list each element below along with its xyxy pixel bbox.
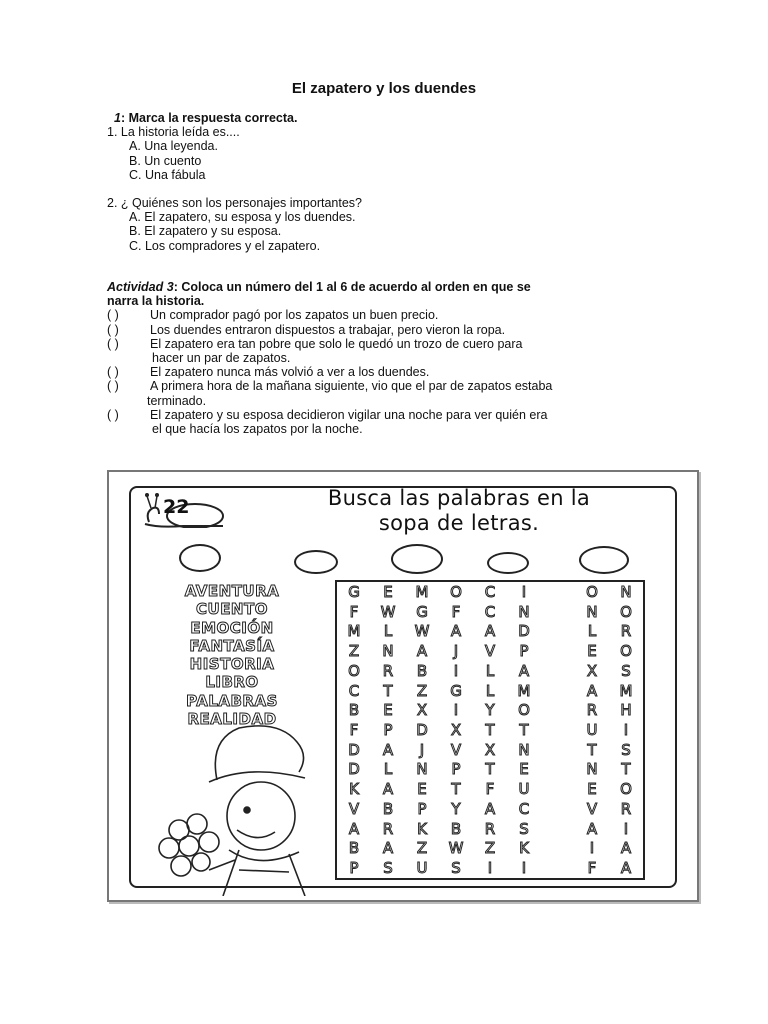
- word-list: [141, 582, 323, 728]
- grid-cell[interactable]: P: [383, 720, 393, 739]
- grid-cell[interactable]: B: [450, 819, 462, 838]
- grid-cell[interactable]: D: [348, 740, 360, 759]
- grid-cell[interactable]: C: [348, 681, 360, 700]
- grid-cell[interactable]: Z: [348, 642, 360, 661]
- answer-blank[interactable]: ( ): [107, 379, 119, 394]
- grid-cell[interactable]: [541, 740, 575, 760]
- grid-cell[interactable]: [541, 799, 575, 819]
- grid-cell[interactable]: C: [484, 582, 496, 601]
- grid-cell[interactable]: A: [484, 799, 496, 818]
- grid-cell[interactable]: B: [416, 661, 428, 680]
- section-1-number: 1: [114, 111, 121, 125]
- grid-cell[interactable]: E: [519, 760, 529, 779]
- grid-cell[interactable]: N: [586, 760, 598, 779]
- document-title: El zapatero y los duendes: [291, 80, 477, 97]
- grid-cell[interactable]: Z: [484, 839, 496, 858]
- grid-cell[interactable]: M: [619, 681, 633, 700]
- grid-cell[interactable]: P: [519, 642, 529, 661]
- grid-cell[interactable]: A: [382, 740, 394, 759]
- sequence-item: [107, 365, 552, 379]
- answer-circle[interactable]: [391, 544, 443, 574]
- answer-circle[interactable]: [487, 552, 529, 574]
- grid-cell[interactable]: M: [415, 582, 429, 601]
- sequence-item-text: El zapatero y su esposa decidieron vigilar una noche para ver quién era: [150, 407, 548, 422]
- grid-cell[interactable]: N: [620, 582, 632, 601]
- grid-cell[interactable]: S: [383, 859, 393, 878]
- answer-blank[interactable]: ( ): [107, 365, 119, 380]
- grid-cell[interactable]: R: [382, 819, 394, 838]
- grid-cell[interactable]: M: [347, 622, 361, 641]
- grid-cell[interactable]: C: [518, 799, 530, 818]
- grid-cell[interactable]: O: [518, 701, 530, 720]
- grid-cell[interactable]: H: [620, 701, 632, 720]
- section-1-instruction: : Marca la respuesta correcta.: [120, 111, 298, 125]
- grid-cell[interactable]: L: [587, 622, 597, 641]
- grid-cell[interactable]: [541, 661, 575, 681]
- grid-cell[interactable]: O: [348, 661, 360, 680]
- word-item: LIBRO: [205, 673, 259, 692]
- grid-cell[interactable]: B: [348, 701, 360, 720]
- grid-cell[interactable]: J: [453, 642, 459, 661]
- grid-cell[interactable]: U: [586, 720, 598, 739]
- grid-cell[interactable]: Y: [451, 799, 461, 818]
- grid-cell[interactable]: P: [349, 859, 359, 878]
- grid-cell[interactable]: N: [518, 602, 530, 621]
- grid-cell[interactable]: N: [518, 740, 530, 759]
- grid-cell[interactable]: W: [414, 622, 430, 641]
- question-1-option-a: A. Una leyenda.: [129, 139, 218, 154]
- section-3-label: Actividad 3: [107, 280, 174, 294]
- sequence-item-text: Los duendes entraron dispuestos a trabajar, pero vieron la ropa.: [150, 322, 506, 337]
- answer-blank[interactable]: ( ): [107, 407, 119, 422]
- grid-cell[interactable]: [541, 681, 575, 701]
- section-3-instruction: [107, 280, 552, 294]
- grid-cell[interactable]: T: [485, 720, 495, 739]
- question-2: 2. ¿ Quiénes son los personajes importantes?: [107, 196, 362, 211]
- grid-cell[interactable]: [541, 839, 575, 859]
- grid-cell[interactable]: O: [620, 780, 632, 799]
- grid-cell[interactable]: N: [586, 602, 598, 621]
- answer-circle[interactable]: [579, 546, 629, 574]
- section-1-heading: [107, 111, 362, 125]
- grid-cell[interactable]: T: [451, 780, 461, 799]
- grid-cell[interactable]: C: [484, 602, 496, 621]
- grid-cell[interactable]: A: [348, 819, 360, 838]
- grid-cell[interactable]: F: [349, 720, 359, 739]
- grid-cell[interactable]: O: [450, 582, 462, 601]
- word-item: EMOCIÓN: [190, 618, 274, 637]
- grid-cell[interactable]: R: [382, 661, 394, 680]
- grid-cell[interactable]: D: [416, 720, 428, 739]
- grid-cell[interactable]: Z: [416, 681, 428, 700]
- grid-cell[interactable]: R: [586, 701, 598, 720]
- grid-cell[interactable]: S: [519, 819, 529, 838]
- grid-cell[interactable]: L: [383, 622, 393, 641]
- grid-cell[interactable]: S: [451, 859, 461, 878]
- grid-cell[interactable]: L: [485, 661, 495, 680]
- grid-cell[interactable]: A: [620, 839, 632, 858]
- sequence-item-text: El zapatero nunca más volvió a ver a los duendes.: [150, 365, 430, 380]
- grid-cell[interactable]: [541, 819, 575, 839]
- letter-grid[interactable]: [335, 580, 645, 880]
- grid-cell[interactable]: U: [518, 780, 530, 799]
- question-1: 1. La historia leída es....: [107, 125, 240, 140]
- answer-circle[interactable]: [294, 550, 338, 574]
- word-item: FANTASÍA: [189, 636, 275, 655]
- elf-illustration-icon: [139, 720, 329, 896]
- word-item: AVENTURA: [184, 582, 280, 600]
- grid-cell[interactable]: S: [621, 661, 631, 680]
- sequence-item: [107, 323, 552, 337]
- grid-cell[interactable]: I: [487, 859, 493, 878]
- word-item: PALABRAS: [186, 691, 278, 710]
- sequence-item-continuation: el que hacía los zapatos por la noche.: [152, 422, 363, 437]
- grid-cell[interactable]: [541, 700, 575, 720]
- grid-cell[interactable]: I: [589, 839, 595, 858]
- puzzle-heading-line2: sopa de letras.: [378, 511, 540, 535]
- grid-cell[interactable]: A: [586, 819, 598, 838]
- grid-cell[interactable]: V: [450, 740, 462, 759]
- answer-circle[interactable]: [179, 544, 221, 572]
- grid-cell[interactable]: M: [517, 681, 531, 700]
- grid-cell[interactable]: N: [382, 642, 394, 661]
- grid-cell[interactable]: T: [587, 740, 597, 759]
- grid-cell[interactable]: W: [380, 602, 396, 621]
- sequence-item-text: Un comprador pagó por los zapatos un buen precio.: [150, 308, 439, 323]
- puzzle-heading: [259, 486, 659, 536]
- grid-cell[interactable]: X: [484, 740, 496, 759]
- grid-cell[interactable]: T: [383, 681, 393, 700]
- word-search-image: [107, 470, 699, 902]
- grid-cell[interactable]: F: [451, 602, 461, 621]
- question-1-option-c: C. Una fábula: [129, 167, 206, 182]
- grid-cell[interactable]: B: [382, 799, 394, 818]
- grid-cell[interactable]: [541, 641, 575, 661]
- answer-blank[interactable]: ( ): [107, 322, 119, 337]
- grid-cell[interactable]: N: [416, 760, 428, 779]
- grid-cell[interactable]: E: [587, 780, 597, 799]
- grid-cell[interactable]: T: [621, 760, 631, 779]
- grid-cell[interactable]: X: [416, 701, 428, 720]
- grid-cell[interactable]: X: [586, 661, 598, 680]
- grid-cell[interactable]: P: [417, 799, 427, 818]
- grid-cell[interactable]: A: [382, 839, 394, 858]
- sequence-item: [107, 379, 552, 393]
- sequence-item: [107, 337, 552, 351]
- grid-cell[interactable]: [541, 858, 575, 878]
- grid-cell[interactable]: F: [349, 602, 359, 621]
- section-3-instruction-line2: narra la historia.: [107, 294, 205, 309]
- sequence-item-text: El zapatero era tan pobre que solo le quedó un trozo de cuero para: [150, 336, 523, 351]
- grid-cell[interactable]: A: [450, 622, 462, 641]
- grid-cell[interactable]: I: [453, 661, 459, 680]
- grid-cell[interactable]: O: [620, 642, 632, 661]
- sequence-item: [107, 408, 552, 422]
- grid-cell[interactable]: I: [453, 701, 459, 720]
- grid-cell[interactable]: D: [348, 760, 360, 779]
- section-1: [107, 111, 362, 253]
- grid-cell[interactable]: [541, 602, 575, 622]
- grid-cell[interactable]: X: [450, 720, 462, 739]
- grid-cell[interactable]: K: [519, 839, 529, 858]
- puzzle-number: 22: [163, 496, 190, 518]
- grid-cell[interactable]: I: [521, 859, 527, 878]
- sequence-item: [107, 308, 552, 322]
- grid-cell[interactable]: J: [419, 740, 425, 759]
- grid-cell[interactable]: A: [620, 859, 632, 878]
- grid-cell[interactable]: F: [485, 780, 495, 799]
- grid-cell[interactable]: A: [518, 661, 530, 680]
- grid-cell[interactable]: T: [485, 760, 495, 779]
- grid-cell[interactable]: E: [587, 642, 597, 661]
- grid-cell[interactable]: P: [451, 760, 461, 779]
- grid-cell[interactable]: [541, 621, 575, 641]
- grid-cell[interactable]: V: [586, 799, 598, 818]
- grid-cell[interactable]: G: [348, 582, 360, 601]
- grid-cell[interactable]: A: [382, 780, 394, 799]
- answer-blank[interactable]: ( ): [107, 308, 119, 323]
- question-1-option-b: B. Un cuento: [129, 153, 202, 168]
- grid-cell[interactable]: V: [484, 642, 496, 661]
- grid-cell[interactable]: [541, 582, 575, 602]
- grid-cell[interactable]: L: [485, 681, 495, 700]
- grid-cell[interactable]: D: [518, 622, 530, 641]
- grid-cell[interactable]: Z: [416, 839, 428, 858]
- grid-cell[interactable]: I: [623, 819, 629, 838]
- grid-cell[interactable]: R: [620, 622, 632, 641]
- grid-cell[interactable]: L: [383, 760, 393, 779]
- section-3-instruction-line1: : Coloca un número del 1 al 6 de acuerdo al orden en que se: [173, 280, 531, 294]
- grid-cell[interactable]: G: [416, 602, 428, 621]
- grid-cell[interactable]: E: [417, 780, 427, 799]
- grid-cell[interactable]: O: [620, 602, 632, 621]
- grid-cell[interactable]: U: [416, 859, 428, 878]
- grid-cell[interactable]: I: [623, 720, 629, 739]
- grid-cell[interactable]: B: [348, 839, 360, 858]
- answer-circles: [159, 542, 679, 572]
- word-item: HISTORIA: [189, 655, 275, 674]
- grid-cell[interactable]: S: [621, 740, 631, 759]
- grid-cell[interactable]: E: [383, 701, 393, 720]
- grid-cell[interactable]: I: [521, 582, 527, 601]
- question-2-option-c: C. Los compradores y el zapatero.: [129, 238, 321, 253]
- grid-cell[interactable]: Y: [485, 701, 495, 720]
- grid-cell[interactable]: R: [484, 819, 496, 838]
- grid-cell[interactable]: T: [519, 720, 529, 739]
- section-3: [107, 280, 552, 436]
- grid-cell[interactable]: [541, 760, 575, 780]
- word-item: REALIDAD: [187, 710, 277, 729]
- sequence-item-continuation: hacer un par de zapatos.: [152, 351, 291, 366]
- grid-cell[interactable]: G: [450, 681, 462, 700]
- grid-cell[interactable]: [541, 779, 575, 799]
- question-2-option-a: A. El zapatero, su esposa y los duendes.: [129, 210, 356, 225]
- word-item: CUENTO: [196, 600, 268, 619]
- grid-cell[interactable]: [541, 720, 575, 740]
- sequence-item-continuation: terminado.: [147, 393, 207, 408]
- question-2-option-b: B. El zapatero y su esposa.: [129, 224, 282, 239]
- grid-cell[interactable]: V: [348, 799, 360, 818]
- grid-cell[interactable]: F: [587, 859, 597, 878]
- grid-cell[interactable]: O: [586, 582, 598, 601]
- grid-cell[interactable]: A: [586, 681, 598, 700]
- grid-cell[interactable]: R: [620, 799, 632, 818]
- grid-cell[interactable]: E: [383, 582, 393, 601]
- grid-cell[interactable]: K: [417, 819, 427, 838]
- grid-cell[interactable]: A: [416, 642, 428, 661]
- grid-cell[interactable]: K: [349, 780, 359, 799]
- grid-cell[interactable]: W: [448, 839, 464, 858]
- puzzle-heading-line1: Busca las palabras en la: [327, 486, 591, 510]
- sequence-item-text: A primera hora de la mañana siguiente, vio que el par de zapatos estaba: [150, 379, 553, 394]
- answer-blank[interactable]: ( ): [107, 336, 119, 351]
- grid-cell[interactable]: A: [484, 622, 496, 641]
